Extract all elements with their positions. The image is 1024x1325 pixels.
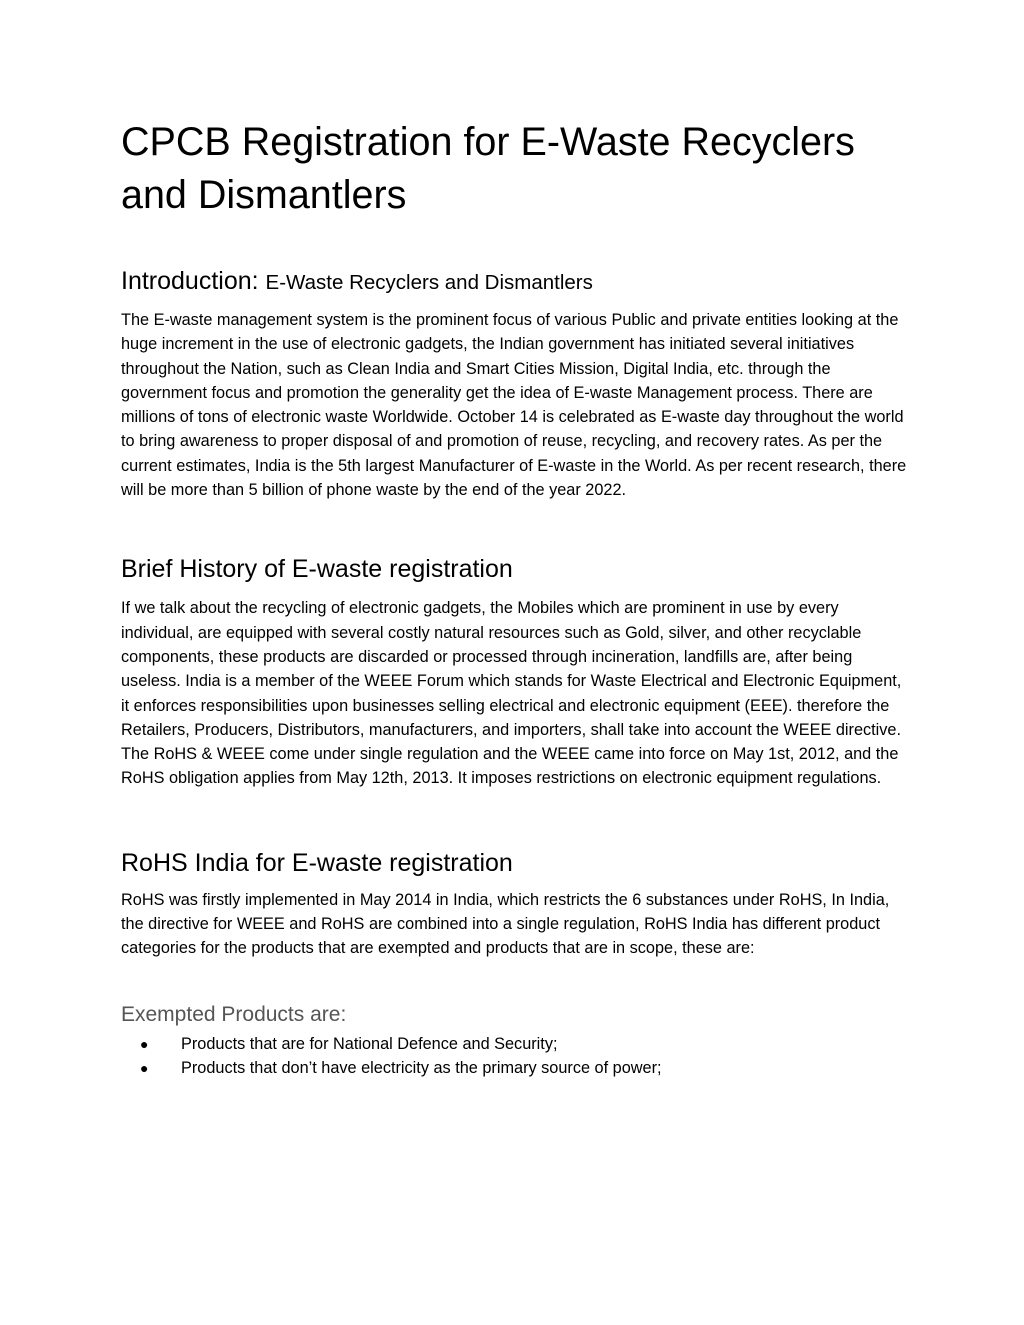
bullet-icon: ● (140, 1035, 149, 1052)
intro-heading-suffix: E-Waste Recyclers and Dismantlers (265, 271, 593, 294)
intro-heading (121, 264, 911, 300)
list-item (121, 1056, 911, 1080)
intro-heading-prefix: Introduction: (121, 267, 259, 295)
list-item-text: Products that don’t have electricity as the primary source of power; (181, 1058, 662, 1077)
history-paragraph: If we talk about the recycling of electronic gadgets, the Mobiles which are prominent in use by every individual, are equipped with several costly natural resources such as Gold, silver, and other recyclable components, these products are discarded or processed through incineration, landfills are, after being useless. India is a member of the WEEE Forum which stands for Waste Electrical and Electronic Equipment, it enforces responsibilities upon businesses selling electrical and electronic equipment (EEE). therefore the Retailers, Producers, Distributors, manufacturers, and importers, shall take into account the WEEE directive. The RoHS & WEEE come under single regulation and the WEEE came into force on May 1st, 2012, and the RoHS obligation applies from May 12th, 2013. It imposes restrictions on electronic equipment regulations. (121, 599, 902, 788)
list-item-text: Products that are for National Defence and Security; (181, 1034, 558, 1053)
exempted-list (121, 1032, 911, 1081)
list-item (121, 1032, 911, 1056)
rohs-paragraph: RoHS was firstly implemented in May 2014 in India, which restricts the 6 substances under RoHS, In India, the directive for WEEE and RoHS are combined into a single regulation, RoHS India has different product categories for the products that are exempted and products that are in scope, these are: (121, 890, 890, 958)
document-title: CPCB Registration for E-Waste Recyclers and Dismantlers (121, 120, 855, 217)
history-heading: Brief History of E-waste registration (121, 555, 513, 584)
exempted-heading: Exempted Products are: (121, 1002, 347, 1026)
bullet-icon: ● (140, 1059, 149, 1076)
document-page (121, 116, 911, 1080)
intro-paragraph: The E-waste management system is the prominent focus of various Public and private entities looking at the huge increment in the use of electronic gadgets, the Indian government has initiated several initiatives throughout the Nation, such as Clean India and Smart Cities Mission, Digital India, etc. through the government focus and promotion the generality get the idea of E-waste Management process. There are millions of tons of electronic waste Worldwide. October 14 is celebrated as E-waste day throughout the world to bring awareness to proper disposal of and promotion of reuse, recycling, and recovery rates. As per the current estimates, India is the 5th largest Manufacturer of E-waste in the World. As per recent research, there will be more than 5 billion of phone waste by the end of the year 2022. (121, 311, 907, 500)
rohs-heading: RoHS India for E-waste registration (121, 848, 513, 877)
